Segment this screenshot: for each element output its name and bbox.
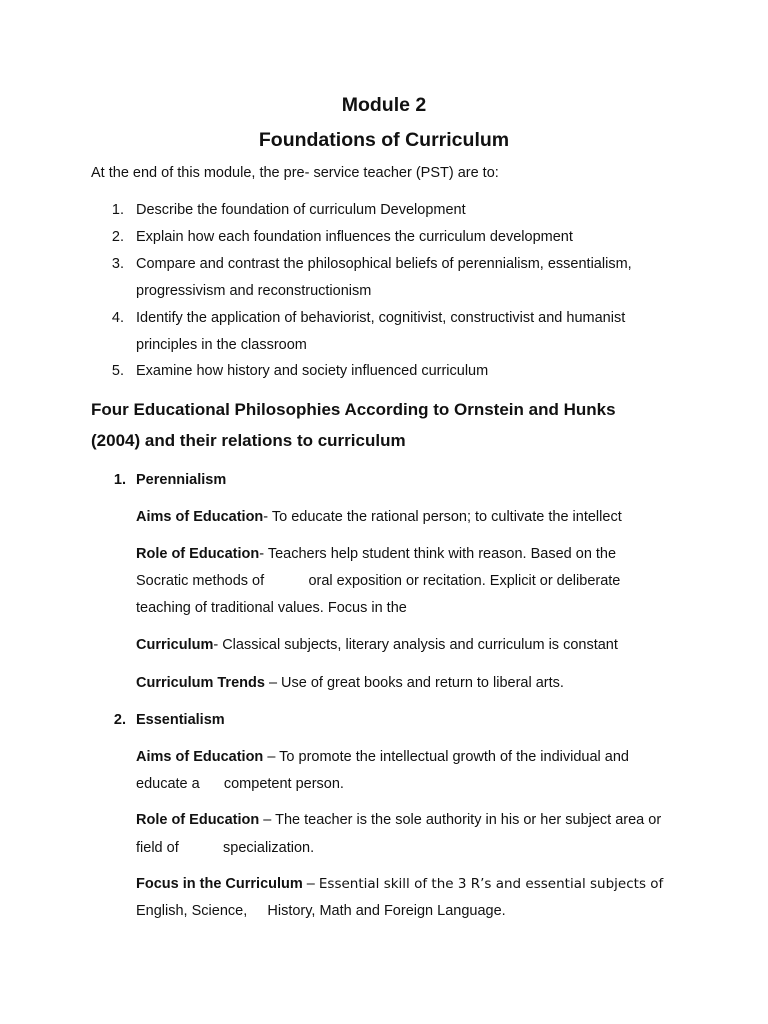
- philosophy-number: 1.: [113, 472, 126, 488]
- intro-text: At the end of this module, the pre- service teacher (PST) are to:: [91, 165, 499, 181]
- item-text: - Classical subjects, literary analysis and curriculum is constant: [213, 637, 618, 653]
- item-dash: –: [302, 876, 319, 892]
- objective-number: 2.: [111, 229, 124, 245]
- item-label: Curriculum: [136, 637, 214, 653]
- item-text: English, Science, History, Math and Foreign Language.: [136, 903, 506, 919]
- role-of-education: [136, 545, 616, 563]
- item-text: Essential skill of the 3 R’s and essential subjects of: [318, 876, 664, 892]
- objective-text: Compare and contrast the philosophical beliefs of perennialism, essentialism,: [136, 256, 632, 272]
- objective-text: progressivism and reconstructionism: [136, 283, 372, 299]
- item-label: Role of Education: [136, 546, 260, 562]
- objective-number: 1.: [111, 202, 124, 218]
- aims-of-education: [136, 508, 622, 526]
- curriculum: [136, 636, 618, 654]
- curriculum-trends: [136, 674, 564, 692]
- aims-of-education: [136, 748, 629, 766]
- item-label: Curriculum Trends: [136, 675, 265, 691]
- module-title: Module 2: [341, 94, 427, 116]
- item-label: Aims of Education: [136, 749, 264, 765]
- item-text: – Use of great books and return to liberal arts.: [264, 675, 564, 691]
- item-text: Socratic methods of oral exposition or recitation. Explicit or deliberate: [136, 573, 621, 589]
- objective-number: 5.: [111, 363, 124, 379]
- item-text: teaching of traditional values. Focus in the: [136, 600, 407, 616]
- item-text: – The teacher is the sole authority in his or her subject area or: [259, 812, 662, 828]
- item-text: - Teachers help student think with reason. Based on the: [259, 546, 617, 562]
- item-text: field of specialization.: [136, 840, 315, 856]
- objective-number: 4.: [111, 310, 124, 326]
- role-of-education: [136, 811, 661, 829]
- philosophy-number: 2.: [113, 712, 126, 728]
- focus-in-the-curriculum: [136, 875, 663, 893]
- objective-number: 3.: [111, 256, 124, 272]
- item-label: Aims of Education: [136, 509, 264, 525]
- objective-text: Examine how history and society influenced curriculum: [136, 363, 489, 379]
- philosophy-name: Essentialism: [136, 712, 225, 728]
- section-heading: (2004) and their relations to curriculum: [91, 431, 406, 450]
- item-label: Role of Education: [136, 812, 260, 828]
- item-text: – To promote the intellectual growth of the individual and: [263, 749, 629, 765]
- item-text: - To educate the rational person; to cultivate the intellect: [263, 509, 622, 525]
- philosophy-name: Perennialism: [136, 472, 227, 488]
- section-heading: Four Educational Philosophies According to Ornstein and Hunks: [91, 400, 616, 419]
- objective-text: Explain how each foundation influences the curriculum development: [136, 229, 573, 245]
- item-label: Focus in the Curriculum: [136, 876, 303, 892]
- objective-text: Describe the foundation of curriculum Development: [136, 202, 466, 218]
- item-text: educate a competent person.: [136, 776, 344, 792]
- objective-text: principles in the classroom: [136, 337, 307, 353]
- module-subtitle: Foundations of Curriculum: [258, 129, 510, 151]
- objective-text: Identify the application of behaviorist, cognitivist, constructivist and humanist: [136, 310, 626, 326]
